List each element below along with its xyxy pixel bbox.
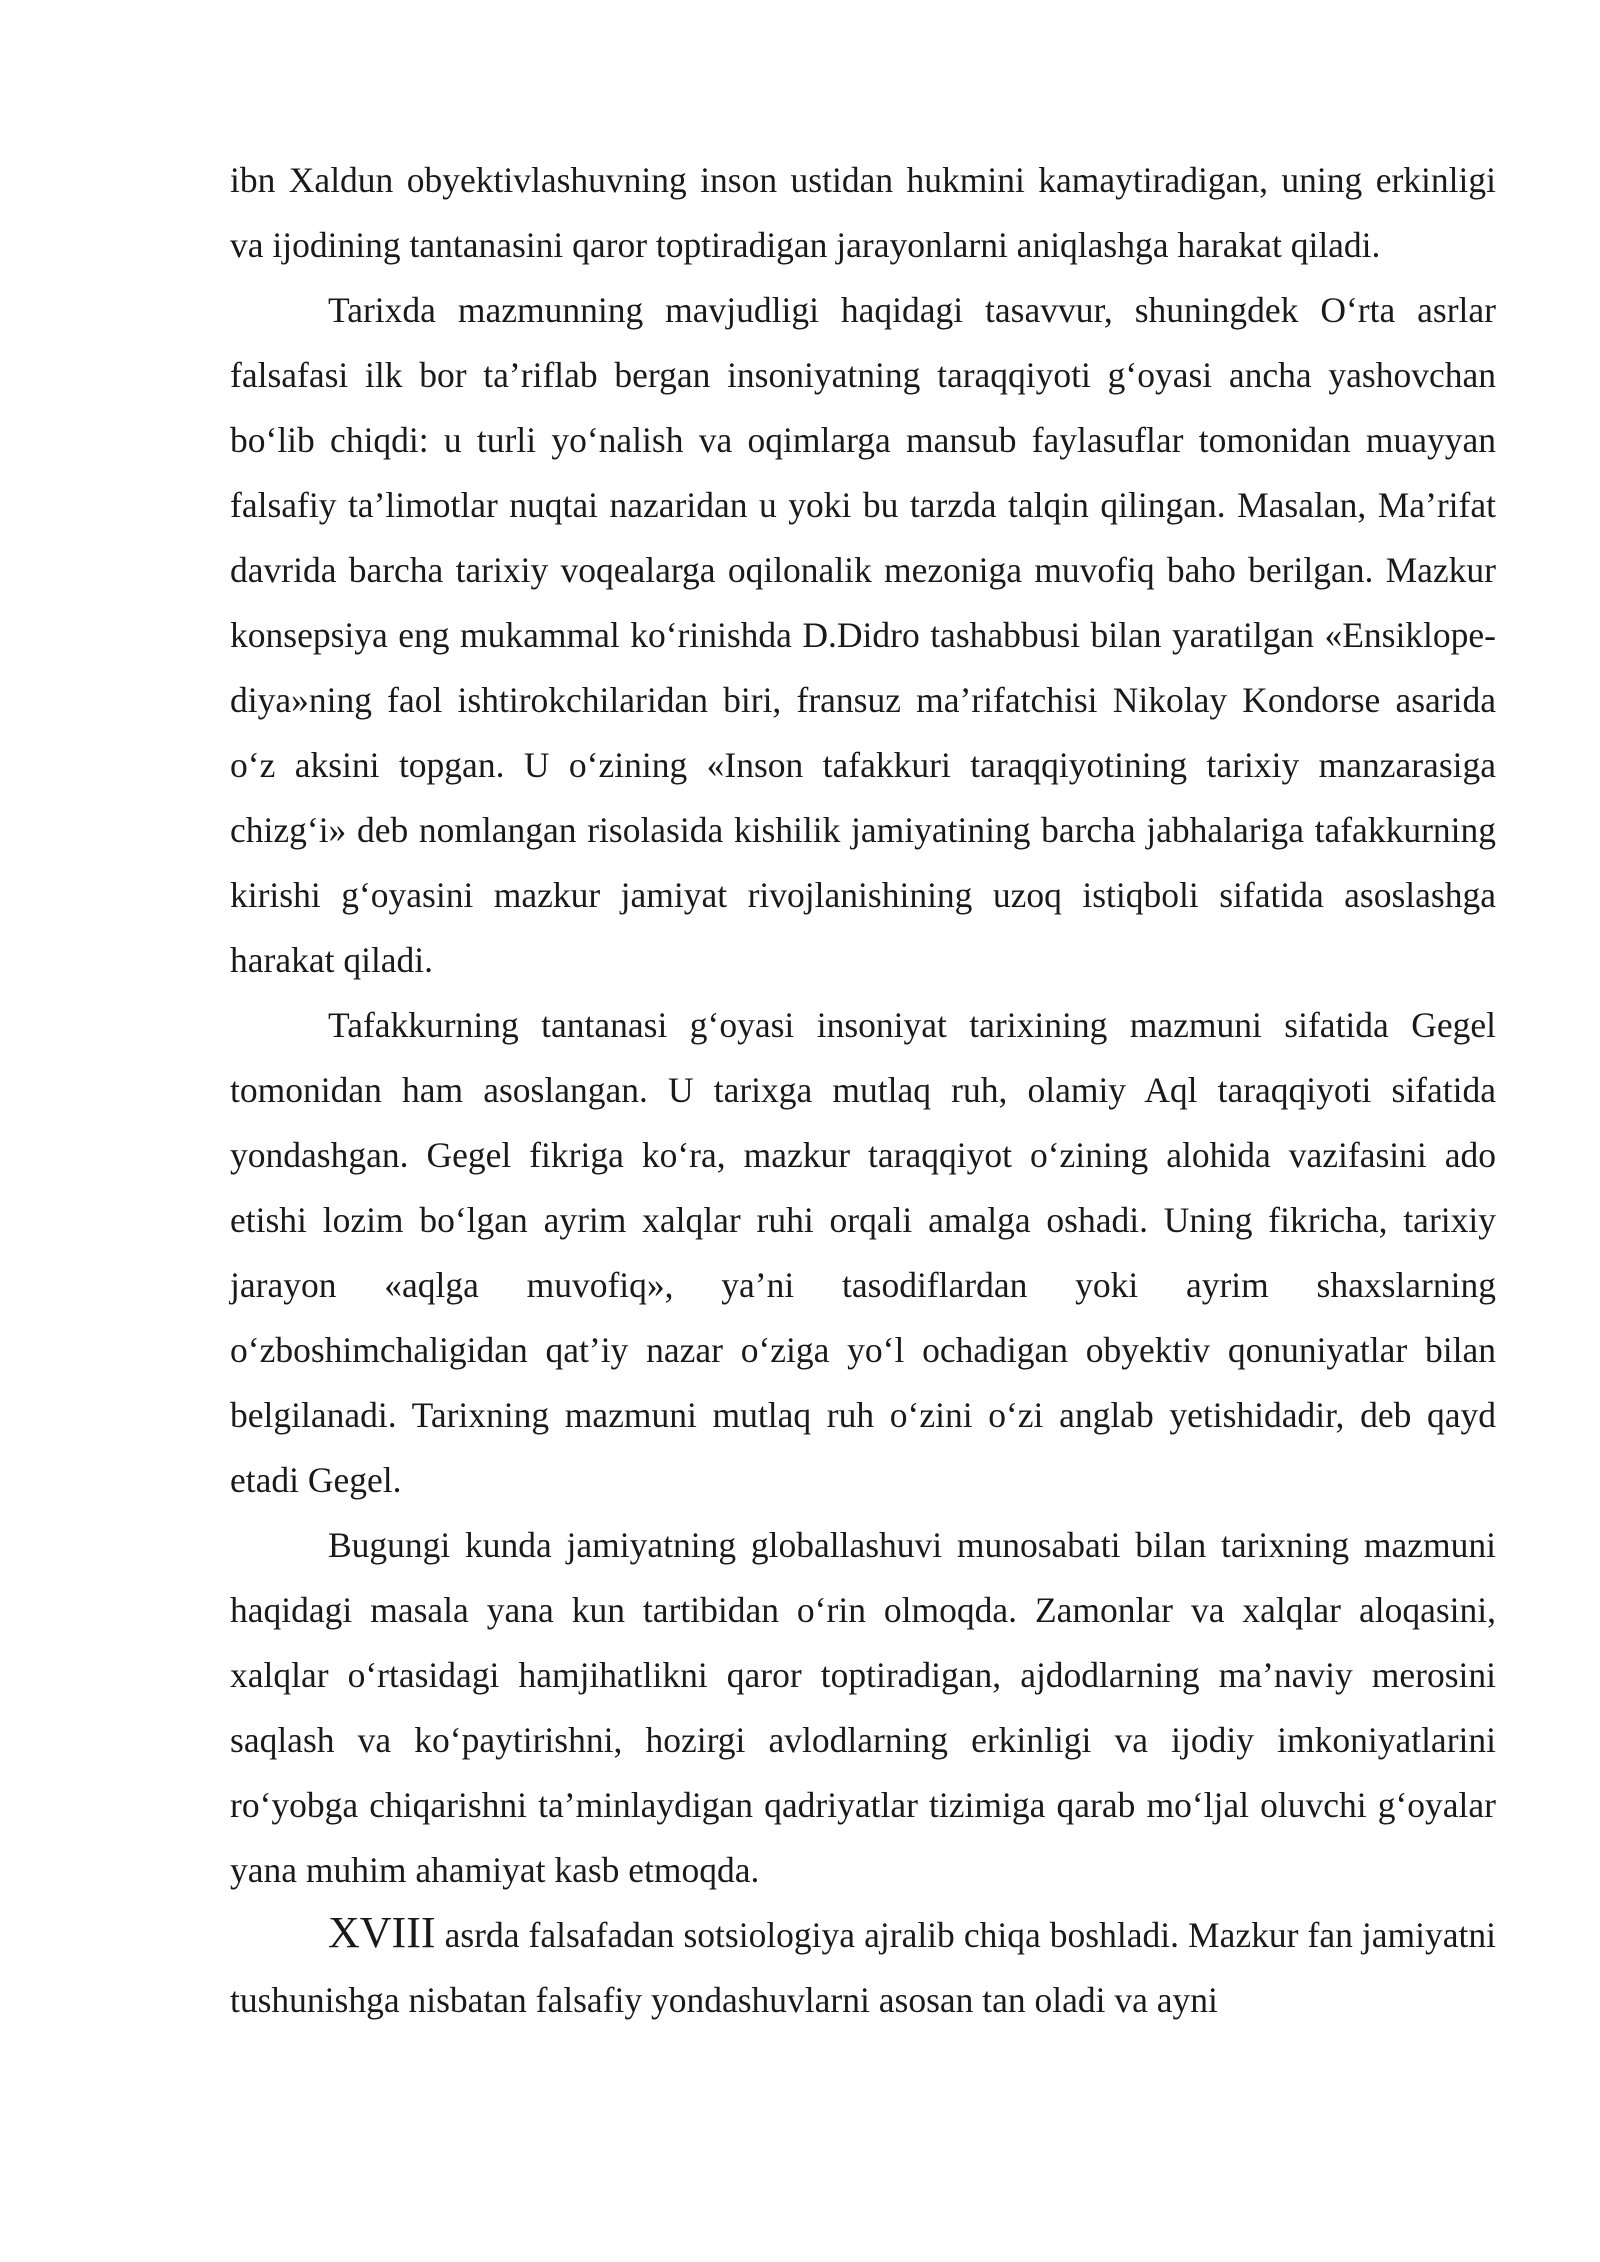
paragraph-4: Bugungi kunda jamiyatning globallashuvi munosabati bilan tarixning mazmuni haqidagi masala yana kun tartibidan o‘rin olmoqda. Zamonlar va xalqlar aloqasini, xalqlar o‘rtasidagi hamjihatlikni qaror toptiradigan, ajdodlarning ma’naviy merosini saqlash va ko‘paytirishni, hozirgi avlodlarning erkinligi va ijodiy imkoniyatlarini ro‘yobga chiqarishni ta’minlaydigan qadriyatlar tizimiga qarab mo‘ljal oluvchi g‘oyalar yana muhim ahamiyat kasb etmoqda. (230, 1525, 1496, 1890)
paragraph-3: Tafakkurning tantanasi g‘oyasi insoniyat tarixining mazmuni sifatida Gegel tomonidan ham asoslangan. U tarixga mutlaq ruh, olamiy Aql taraqqiyoti sifatida yondashgan. Gegel fikriga ko‘ra, mazkur taraqqiyot o‘zining alohida vazifasini ado etishi lozim bo‘lgan ayrim xalqlar ruhi orqali amalga oshadi. Uning fikricha, tarixiy jarayon «aqlga muvofiq», ya’ni tasodiflardan yoki ayrim shaxslarning o‘zboshimchaligidan qat’iy nazar o‘ziga yo‘l ochadigan obyektiv qonuniyatlar bilan belgilanadi. Tarixning mazmuni mutlaq ruh o‘zini o‘zi anglab yetishidadir, deb qayd etadi Gegel. (230, 1005, 1496, 1500)
paragraph-5-text: asrda falsafadan sotsiologiya ajralib chiqa boshladi. Mazkur fan jamiyatni tushunishga nisbatan falsafiy yondashuvlarni asosan tan oladi va ayni (230, 1915, 1496, 2020)
paragraph-2: Tarixda mazmunning mavjudligi haqidagi tasavvur, shuningdek O‘rta asrlar falsafasi ilk bor ta’riflab bergan insoniyatning taraqqiyoti g‘oyasi ancha yashovchan bo‘lib chiqdi: u turli yo‘nalish va oqimlarga mansub faylasuflar tomonidan muayyan falsafiy ta’limotlar nuqtai nazaridan u yoki bu tarzda talqin qilingan. Masalan, Ma’rifat davrida barcha tarixiy voqealarga oqilonalik mezoniga muvofiq baho berilgan. Mazkur konsepsiya eng mukammal ko‘rinishda D.Didro tashabbusi bilan yaratilgan «Ensiklope- diya»ning faol ishtirokchilaridan biri, fransuz ma’rifatchisi Nikolay Kondorse asarida o‘z aksini topgan. U o‘zining «Inson tafakkuri taraqqiyotining tarixiy manzarasiga chizg‘i» deb nomlangan risolasida kishilik jamiyatining barcha jabhalariga tafakkurning kirishi g‘oyasini mazkur jamiyat rivojlanishining uzoq istiqboli sifatida asoslashga harakat qiladi. (230, 290, 1496, 980)
century-numeral: XVIII (328, 1908, 436, 1957)
paragraph-1: ibn Xaldun obyektivlashuvning inson ustidan hukmini kamaytiradigan, uning erkinligi va ijodining tantanasini qaror toptiradigan jarayonlarni aniqlashga harakat qiladi. (230, 160, 1496, 265)
paragraph-5 (230, 1903, 1496, 2033)
document-page (230, 148, 1496, 2033)
